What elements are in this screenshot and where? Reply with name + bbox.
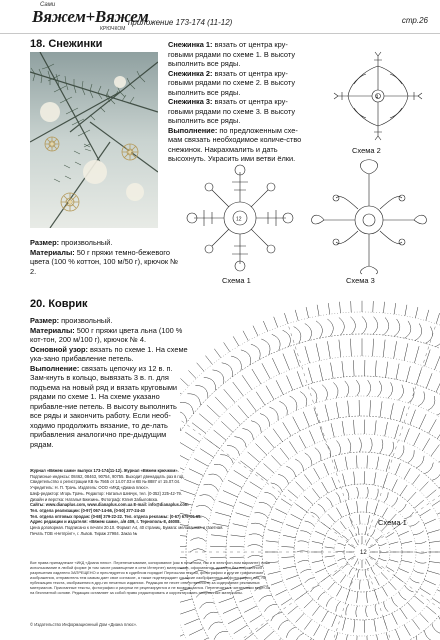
page-number: стр.26: [401, 16, 428, 25]
instruction-term: Снежинка 2:: [168, 68, 213, 78]
imprint-line: Подписные индексы: 08462, 08463, 90754, 90755. Выходит двенадцать раз в год.: [30, 473, 185, 479]
snowflake-scheme-3: [306, 158, 432, 276]
instruction-term: Материалы:: [30, 325, 75, 335]
instruction-term: Размер:: [30, 316, 60, 325]
instruction-term: Снежинка 3:: [168, 97, 213, 106]
svg-text:12: 12: [236, 216, 242, 223]
logo-subtitle: КРЮЧКОМ: [100, 26, 126, 32]
section-20-title: 20. Коврик: [30, 298, 88, 310]
instruction-text: связать цепочку из 12 в. п. Зам-кнуть в кольцо, вывязать 3 в. п. для подъема на новый ряд и вязать круговыми рядами по схеме 1. На схеме указано прибавле-ние петель. В высоту выполнить все ряды и закончить работу. Если необ-ходимо продолжить вязание, то де-лать прибавления аналогично пре-дыдущим рядам.: [30, 363, 178, 449]
scheme-2-caption: Схема 2: [352, 146, 381, 155]
rug-scheme-caption: Схема 1: [378, 518, 407, 527]
instruction-text: вязать от центра кру-говыми рядами по схеме 1. В высоту выполнить все ряды.: [168, 40, 296, 68]
instruction-text: произвольный.: [59, 316, 113, 325]
instruction-text: вязать от центра кру-говыми рядами по схеме 2. В высоту выполнить все ряды.: [168, 68, 296, 97]
materials-term: Материалы:: [30, 247, 75, 257]
imprint-block: [30, 468, 276, 536]
instruction-term: Снежинка 1:: [168, 40, 213, 49]
imprint-line: Цена договорная. Подписано к печати 20.10. Формат А4, 40 страниц. Бумага: мелованная и газетная.: [30, 525, 224, 531]
imprint-line: Тел. отдела реализации: (0-97) 067-14-66, (0-50) 377-24-40: [30, 507, 145, 513]
supplement-label: приложение 173-174 (11-12): [128, 18, 233, 27]
instruction-text: 500 г пряжи цвета льна (100 % кот-тон, 200 м/100 г), крючок № 4.: [30, 325, 183, 344]
instruction-text: вязать по схеме 1. На схеме ука-зано прибавление петель.: [30, 344, 188, 363]
size-text: произвольный.: [59, 238, 113, 247]
snowflake-scheme-1: [182, 160, 300, 276]
scheme-1-caption: Схема 1: [222, 276, 251, 285]
imprint-line: Тел. отдела оптовых продаж: (0-68) 379-22-22. Тел. отдела рекламы: (0-67) 679-06-65.: [30, 513, 202, 519]
logo-small-text: Сами: [40, 2, 56, 8]
snowflakes-photo: [30, 52, 158, 228]
publisher-copyright: © Издательство Информационный Дом «Диана плюс».: [30, 622, 138, 627]
imprint-line: Печать ТОВ «Нетпрінт», г. Львов. Тираж 27984. Заказ №: [30, 530, 138, 536]
snowflake-scheme-2: [318, 46, 436, 146]
rug-center-label: 12: [360, 550, 367, 556]
imprint-line: Дизайн и верстка: Наталья Бжезинь. Фотограф: Юлия Забыловска.: [30, 496, 159, 502]
instruction-term: Выполнение:: [168, 125, 218, 135]
svg-text:4: 4: [375, 94, 379, 101]
imprint-line: Журнал «Вяжем сами» выпуск 173-174(11-12). Журнал «Вяжем крючком».: [30, 468, 179, 473]
section-18-materials: [30, 238, 180, 276]
section-20-instructions: [30, 316, 188, 449]
instruction-term: Выполнение:: [30, 363, 80, 373]
section-18-title: 18. Снежинки: [30, 38, 103, 50]
instruction-text: по предложенным схе-мам связать необходимое количе-ство снежинок. Накрахмалить и дать высохнуть. Украсить ими ветви ёлки.: [168, 125, 302, 163]
imprint-line: Учредитель: Н. П. Трачь. Издатель: ООО «ИКД «Диана плюс».: [30, 485, 150, 491]
magazine-logo: Вяжем+Вяжем: [32, 7, 149, 26]
instruction-text: вязать от центра кру-говыми рядами по схеме 3. В высоту выполнить все ряды.: [168, 97, 296, 125]
copyright-notice: Все права принадлежат «ИКД «Диана плюс». Перепечатывание, копирование (как в печатном, так и в электрон-ном варианте) либо использование в любой форме (в том числе размещение в сети Интернет) материалов, оформления, дизайна без письменного разрешения издателя ЗАПРЕЩЕНО и преследуется в судебном порядке! Пересылая тексты, фотографии и другие графические изображения, отправитель тем самым дает свое согласие, а также подтверждает согласие изображенных на фотографии лиц, на публикацию текста, изображения в дру-гих печатных изданиях. Редакция не несет ответственности за содержание рекламных материалов. Присланные тексты, фотографии и рисунки не рецензируются и не возвращаются. Перепечатка с читателями ведет-ся на бесплатной основе. Редакция оставляет за собой право редактировать и корректировать полученные материалы.: [30, 560, 271, 595]
imprint-line: Адрес редакции и издателя: «Вяжем сами», а/я 409, г. Тернополь-8, 46008.: [30, 519, 181, 525]
instruction-term: Основной узор:: [30, 344, 88, 354]
imprint-line: Шеф-редактор: Игорь Трачь. Редактор: Наталья Шевчук, тел. (0-352) 225-42-79.: [30, 490, 182, 496]
imprint-line: Сайты: www.dianaplus.com, www.dianaplus.com.ua E-mail: info@dianaplus.com: [30, 502, 189, 508]
section-18-instructions: [168, 40, 308, 164]
page-header: [0, 0, 440, 34]
imprint-line: Свидетельство о регистрации КВ № 7565 от 14.07.03 и КВ № 8887 от 15.07.04.: [30, 479, 181, 485]
scheme-3-caption: Схема 3: [346, 276, 375, 285]
size-term: Размер:: [30, 238, 60, 247]
materials-text: 50 г пряжи темно-бежевого цвета (100 % коттон, 100 м/50 г), крючок № 2.: [30, 247, 179, 276]
